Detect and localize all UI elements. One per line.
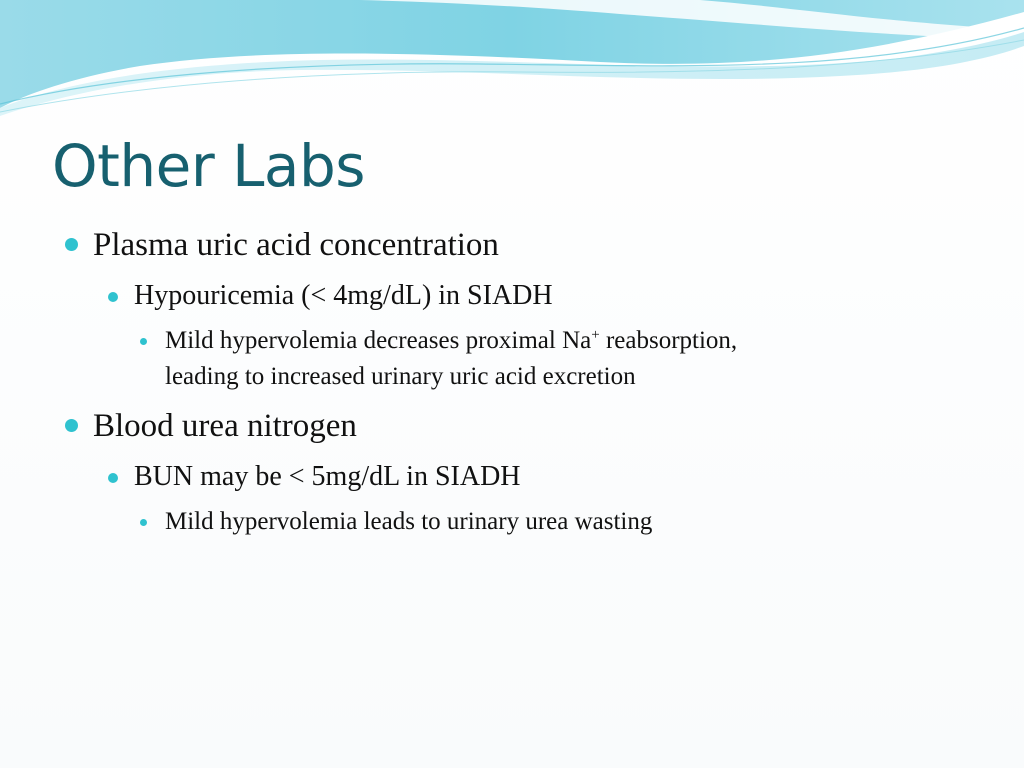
bullet-level3-na-reabsorption: Mild hypervolemia decreases proximal Na+ reabsorption, <box>165 327 738 354</box>
bullet-level3-urea-wasting: Mild hypervolemia leads to urinary urea wasting <box>165 508 653 535</box>
bullet-dot-icon <box>140 519 147 526</box>
bullet-level2-bun-value: BUN may be < 5mg/dL in SIADH <box>134 461 521 492</box>
bullet-level2-hypouricemia: Hypouricemia (< 4mg/dL) in SIADH <box>134 280 553 311</box>
bullet-level1-uric-acid: Plasma uric acid concentration <box>93 227 499 263</box>
superscript-plus: + <box>591 327 600 343</box>
bullet-level1-bun: Blood urea nitrogen <box>93 408 357 444</box>
bullet-dot-icon <box>65 419 78 432</box>
bullet-dot-icon <box>140 338 147 345</box>
bullet-dot-icon <box>108 292 118 302</box>
bullet-dot-icon <box>65 238 78 251</box>
bullet-level3-na-reabsorption-line2: leading to increased urinary uric acid excretion <box>165 363 636 390</box>
bullet-dot-icon <box>108 473 118 483</box>
slide-title: Other Labs <box>52 132 366 200</box>
